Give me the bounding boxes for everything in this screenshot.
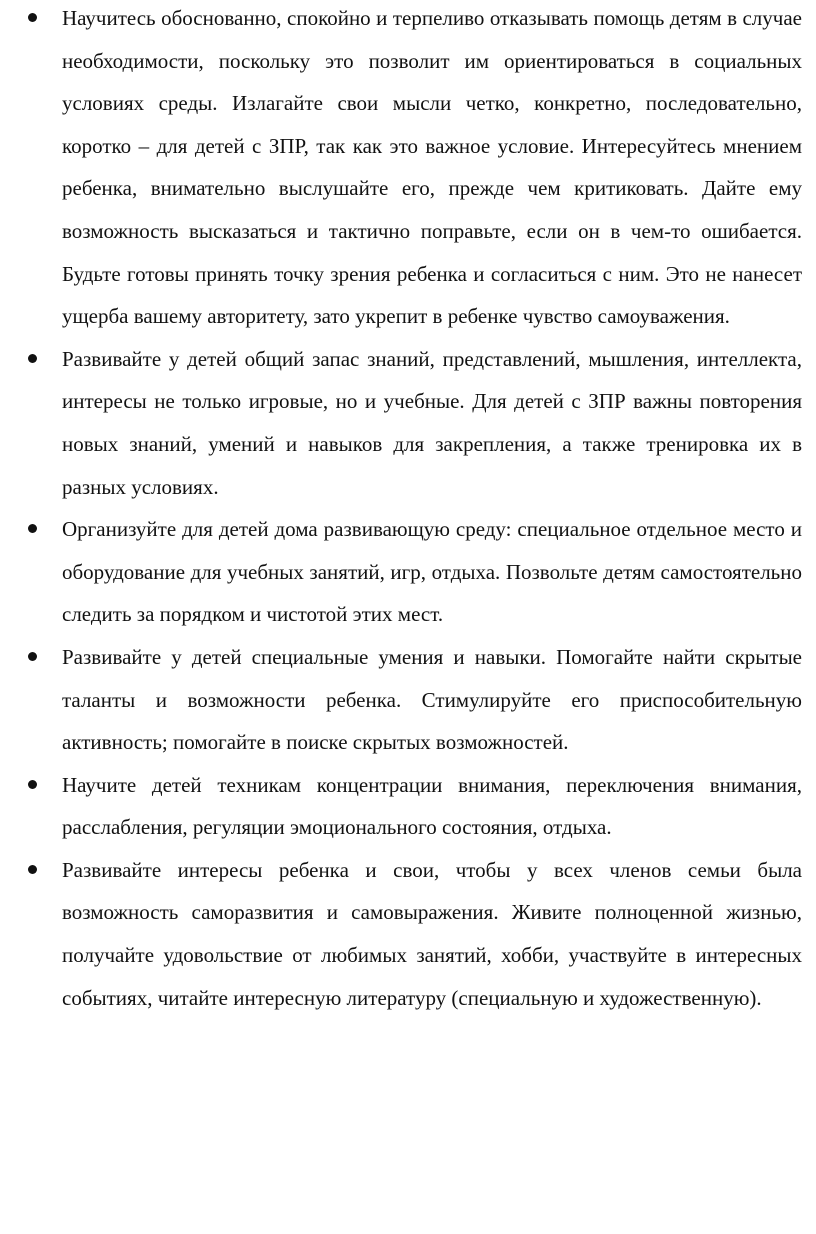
bullet-icon <box>28 524 37 533</box>
bullet-icon <box>28 865 37 874</box>
list-item-text: Развивайте интересы ребенка и свои, чтобы у всех членов семьи была возможность саморазвития и самовыражения. Живите полноценной жизнью, получайте удовольствие от любимых занятий, хобби, участвуйте в интересных событиях, читайте интересную литературу (специальную и художественную). <box>62 857 802 1010</box>
list-item-text: Организуйте для детей дома развивающую среду: специальное отдельное место и оборудование для учебных занятий, игр, отдыха. Позвольте детям самостоятельно следить за порядком и чистотой этих мест. <box>62 517 802 627</box>
list-item-text: Развивайте у детей специальные умения и навыки. Помогайте найти скрытые таланты и возможности ребенка. Стимулируйте его приспособительную активность; помогайте в поиске скрытых возможностей. <box>62 644 802 755</box>
list-item-text: Научитесь обоснованно, спокойно и терпеливо отказывать помощь детям в случае необходимости, поскольку это позволит им ориентироваться в социальных условиях среды. Излагайте свои мысли четко, конкретно, последовательно, коротко – для детей с ЗПР, так как это важное условие. Интересуйтесь мнением ребенка, внимательно выслушайте его, прежде чем критиковать. Дайте ему возможность высказаться и тактично поправьте, если он в чем-то ошибается. Будьте готовы принять точку зрения ребенка и согласиться с ним. Это не нанесет ущерба вашему авторитету, зато укрепит в ребенке чувство самоуважения. <box>62 6 802 329</box>
bullet-icon <box>28 13 37 22</box>
list-item <box>28 508 802 636</box>
list-item <box>28 338 802 508</box>
list-item <box>28 0 802 338</box>
bullet-icon <box>28 652 37 661</box>
bullet-icon <box>28 354 37 363</box>
list-item <box>28 849 802 1019</box>
list-item <box>28 764 802 849</box>
list-item <box>28 636 802 764</box>
recommendations-list <box>28 0 802 1019</box>
bullet-icon <box>28 780 37 789</box>
list-item-text: Научите детей техникам концентрации внимания, переключения внимания, расслабления, регуляции эмоционального состояния, отдыха. <box>62 772 802 840</box>
list-item-text: Развивайте у детей общий запас знаний, представлений, мышления, интеллекта, интересы не только игровые, но и учебные. Для детей с ЗПР важны повторения новых знаний, умений и навыков для закрепления, а также тренировка их в разных условиях. <box>62 346 802 499</box>
